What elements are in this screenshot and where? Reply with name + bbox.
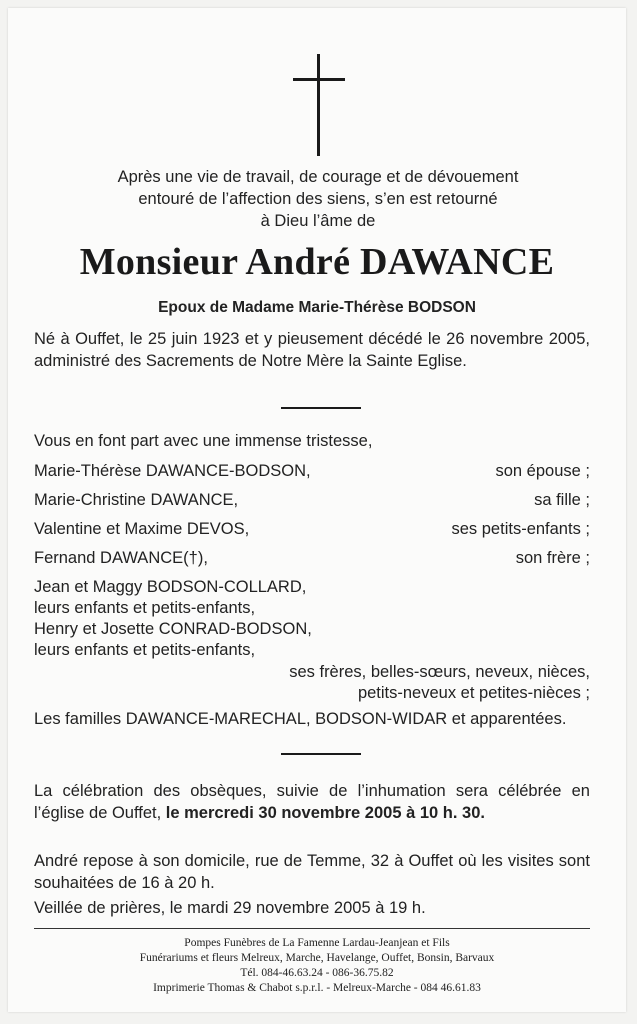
memorial-card <box>8 8 626 1012</box>
intro-text <box>38 166 598 232</box>
divider <box>281 753 361 755</box>
relative-relation: son frère ; <box>515 549 590 567</box>
deceased-name: Monsieur André DAWANCE <box>79 241 555 283</box>
intro-line: entouré de l’affection des siens, s’en est retourné <box>138 190 498 208</box>
cross-icon <box>293 54 345 156</box>
other-relatives-line: leurs enfants et petits-enfants, <box>34 641 256 659</box>
relative-row <box>34 460 590 482</box>
relative-relation: sa fille ; <box>534 491 590 509</box>
ceremony-date: le mercredi 30 novembre 2005 à 10 h. 30. <box>165 804 485 822</box>
spouse-line: Epoux de Madame Marie-Thérèse BODSON <box>158 299 476 316</box>
relative-row <box>34 518 590 540</box>
divider <box>281 407 361 409</box>
relative-row <box>34 547 590 569</box>
other-relatives-line: leurs enfants et petits-enfants, <box>34 599 256 617</box>
families-line: Les familles DAWANCE-MARECHAL, BODSON-WIDAR et apparentées. <box>34 710 567 728</box>
relative-name: Fernand DAWANCE(†), <box>34 549 208 567</box>
vigil-text: Veillée de prières, le mardi 29 novembre 2005 à 19 h. <box>34 899 426 917</box>
relative-row <box>34 489 590 511</box>
extended-family-line: ses frères, belles-sœurs, neveux, nièces, <box>289 663 590 681</box>
ceremony-details: La célébration des obsèques, suivie de l’inhumation sera célébrée en l’église de Ouffet, <box>34 782 590 822</box>
biography: Né à Ouffet, le 25 juin 1923 et y pieusement décédé le 26 novembre 2005, administré des Sacrements de Notre Mère la Sainte Eglise. <box>34 330 590 370</box>
relative-name: Marie-Thérèse DAWANCE-BODSON, <box>34 462 311 480</box>
other-relatives-line: Jean et Maggy BODSON-COLLARD, <box>34 578 307 596</box>
relative-relation: son épouse ; <box>495 462 590 480</box>
footer-line: Imprimerie Thomas & Chabot s.p.r.l. - Melreux-Marche - 084 46.61.83 <box>153 982 481 994</box>
announcement-opening: Vous en font part avec une immense tristesse, <box>34 432 373 450</box>
footer-divider <box>34 928 590 929</box>
relative-name: Valentine et Maxime DEVOS, <box>34 520 250 538</box>
other-relatives-line: Henry et Josette CONRAD-BODSON, <box>34 620 312 638</box>
footer-line: Pompes Funèbres de La Famenne Lardau-Jeanjean et Fils <box>184 937 450 949</box>
extended-family-line: petits-neveux et petites-nièces ; <box>357 684 590 702</box>
relative-name: Marie-Christine DAWANCE, <box>34 491 239 509</box>
relative-relation: ses petits-enfants ; <box>451 520 590 538</box>
footer-line: Funérariums et fleurs Melreux, Marche, Havelange, Ouffet, Bonsin, Barvaux <box>139 952 495 964</box>
rest-text: André repose à son domicile, rue de Temme, 32 à Ouffet où les visites sont souhaitées de 16 à 20 h. <box>34 852 590 892</box>
intro-line: à Dieu l’âme de <box>260 212 376 230</box>
ceremony-text <box>34 780 590 824</box>
intro-line: Après une vie de travail, de courage et de dévouement <box>117 168 519 186</box>
footer-line: Tél. 084-46.63.24 - 086-36.75.82 <box>240 967 394 979</box>
